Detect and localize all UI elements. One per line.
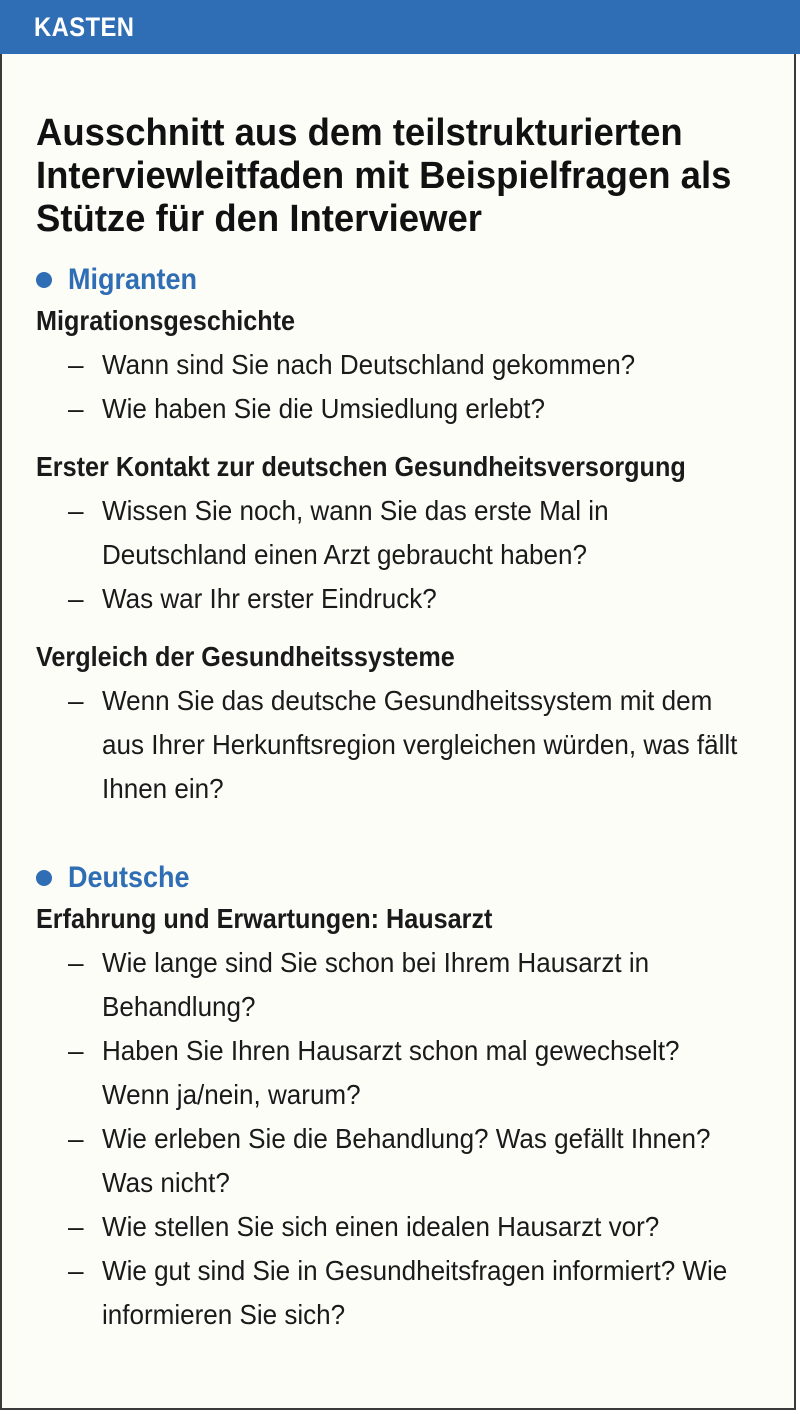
group-migrationsgeschichte (36, 303, 776, 431)
banner-label: KASTEN (34, 12, 135, 42)
question-item (36, 1029, 776, 1117)
dash-marker: – (68, 1123, 84, 1154)
section-label: Deutsche (68, 861, 190, 894)
question-text: Wie gut sind Sie in Gesundheitsfragen informiert? Wie informieren Sie sich? (102, 1255, 728, 1330)
question-text: Wie haben Sie die Umsiedlung erlebt? (102, 393, 545, 424)
section-heading (36, 861, 776, 895)
question-item (36, 1205, 776, 1249)
section-deutsche (36, 861, 776, 1337)
dash-marker: – (68, 495, 84, 526)
section-heading (36, 263, 776, 297)
group-vergleich (36, 639, 776, 811)
box-title: Ausschnitt aus dem teilstrukturierten Interviewleitfaden mit Beispielfragen als Stütze für den Interviewer (36, 112, 732, 240)
question-item (36, 343, 776, 387)
question-text: Wann sind Sie nach Deutschland gekommen? (102, 349, 636, 380)
question-item (36, 679, 776, 811)
question-list (36, 941, 776, 1337)
question-text: Wissen Sie noch, wann Sie das erste Mal in Deutschland einen Arzt gebraucht haben? (102, 495, 609, 570)
dash-marker: – (68, 947, 84, 978)
question-item (36, 489, 776, 577)
group-title: Migrationsgeschichte (36, 305, 296, 336)
dash-marker: – (68, 685, 84, 716)
question-item (36, 941, 776, 1029)
question-text: Haben Sie Ihren Hausarzt schon mal gewechselt? Wenn ja/nein, warum? (102, 1035, 680, 1110)
question-list (36, 489, 776, 621)
dash-marker: – (68, 1035, 84, 1066)
dash-marker: – (68, 393, 84, 424)
question-item (36, 1117, 776, 1205)
question-item (36, 387, 776, 431)
group-title: Vergleich der Gesundheitssysteme (36, 641, 455, 672)
question-list (36, 343, 776, 431)
bullet-dot-icon (36, 870, 52, 886)
group-hausarzt (36, 901, 776, 1337)
question-text: Wie stellen Sie sich einen idealen Hausarzt vor? (102, 1211, 660, 1242)
question-item (36, 1249, 776, 1337)
dash-marker: – (68, 349, 84, 380)
group-erster-kontakt (36, 449, 776, 621)
question-text: Wenn Sie das deutsche Gesundheitssystem mit dem aus Ihrer Herkunftsregion vergleichen würden, was fällt Ihnen ein? (102, 685, 738, 804)
question-text: Was war Ihr erster Eindruck? (102, 583, 437, 614)
box-banner (0, 0, 800, 54)
bullet-dot-icon (36, 272, 52, 288)
question-list (36, 679, 776, 811)
dash-marker: – (68, 1255, 84, 1286)
section-migranten (36, 263, 776, 811)
question-text: Wie lange sind Sie schon bei Ihrem Hausarzt in Behandlung? (102, 947, 650, 1022)
dash-marker: – (68, 1211, 84, 1242)
group-title: Erfahrung und Erwartungen: Hausarzt (36, 903, 493, 934)
section-label: Migranten (68, 263, 198, 296)
group-title: Erster Kontakt zur deutschen Gesundheitsversorgung (36, 451, 686, 482)
dash-marker: – (68, 583, 84, 614)
box-content (36, 112, 776, 1355)
question-item (36, 577, 776, 621)
question-text: Wie erleben Sie die Behandlung? Was gefällt Ihnen? Was nicht? (102, 1123, 711, 1198)
